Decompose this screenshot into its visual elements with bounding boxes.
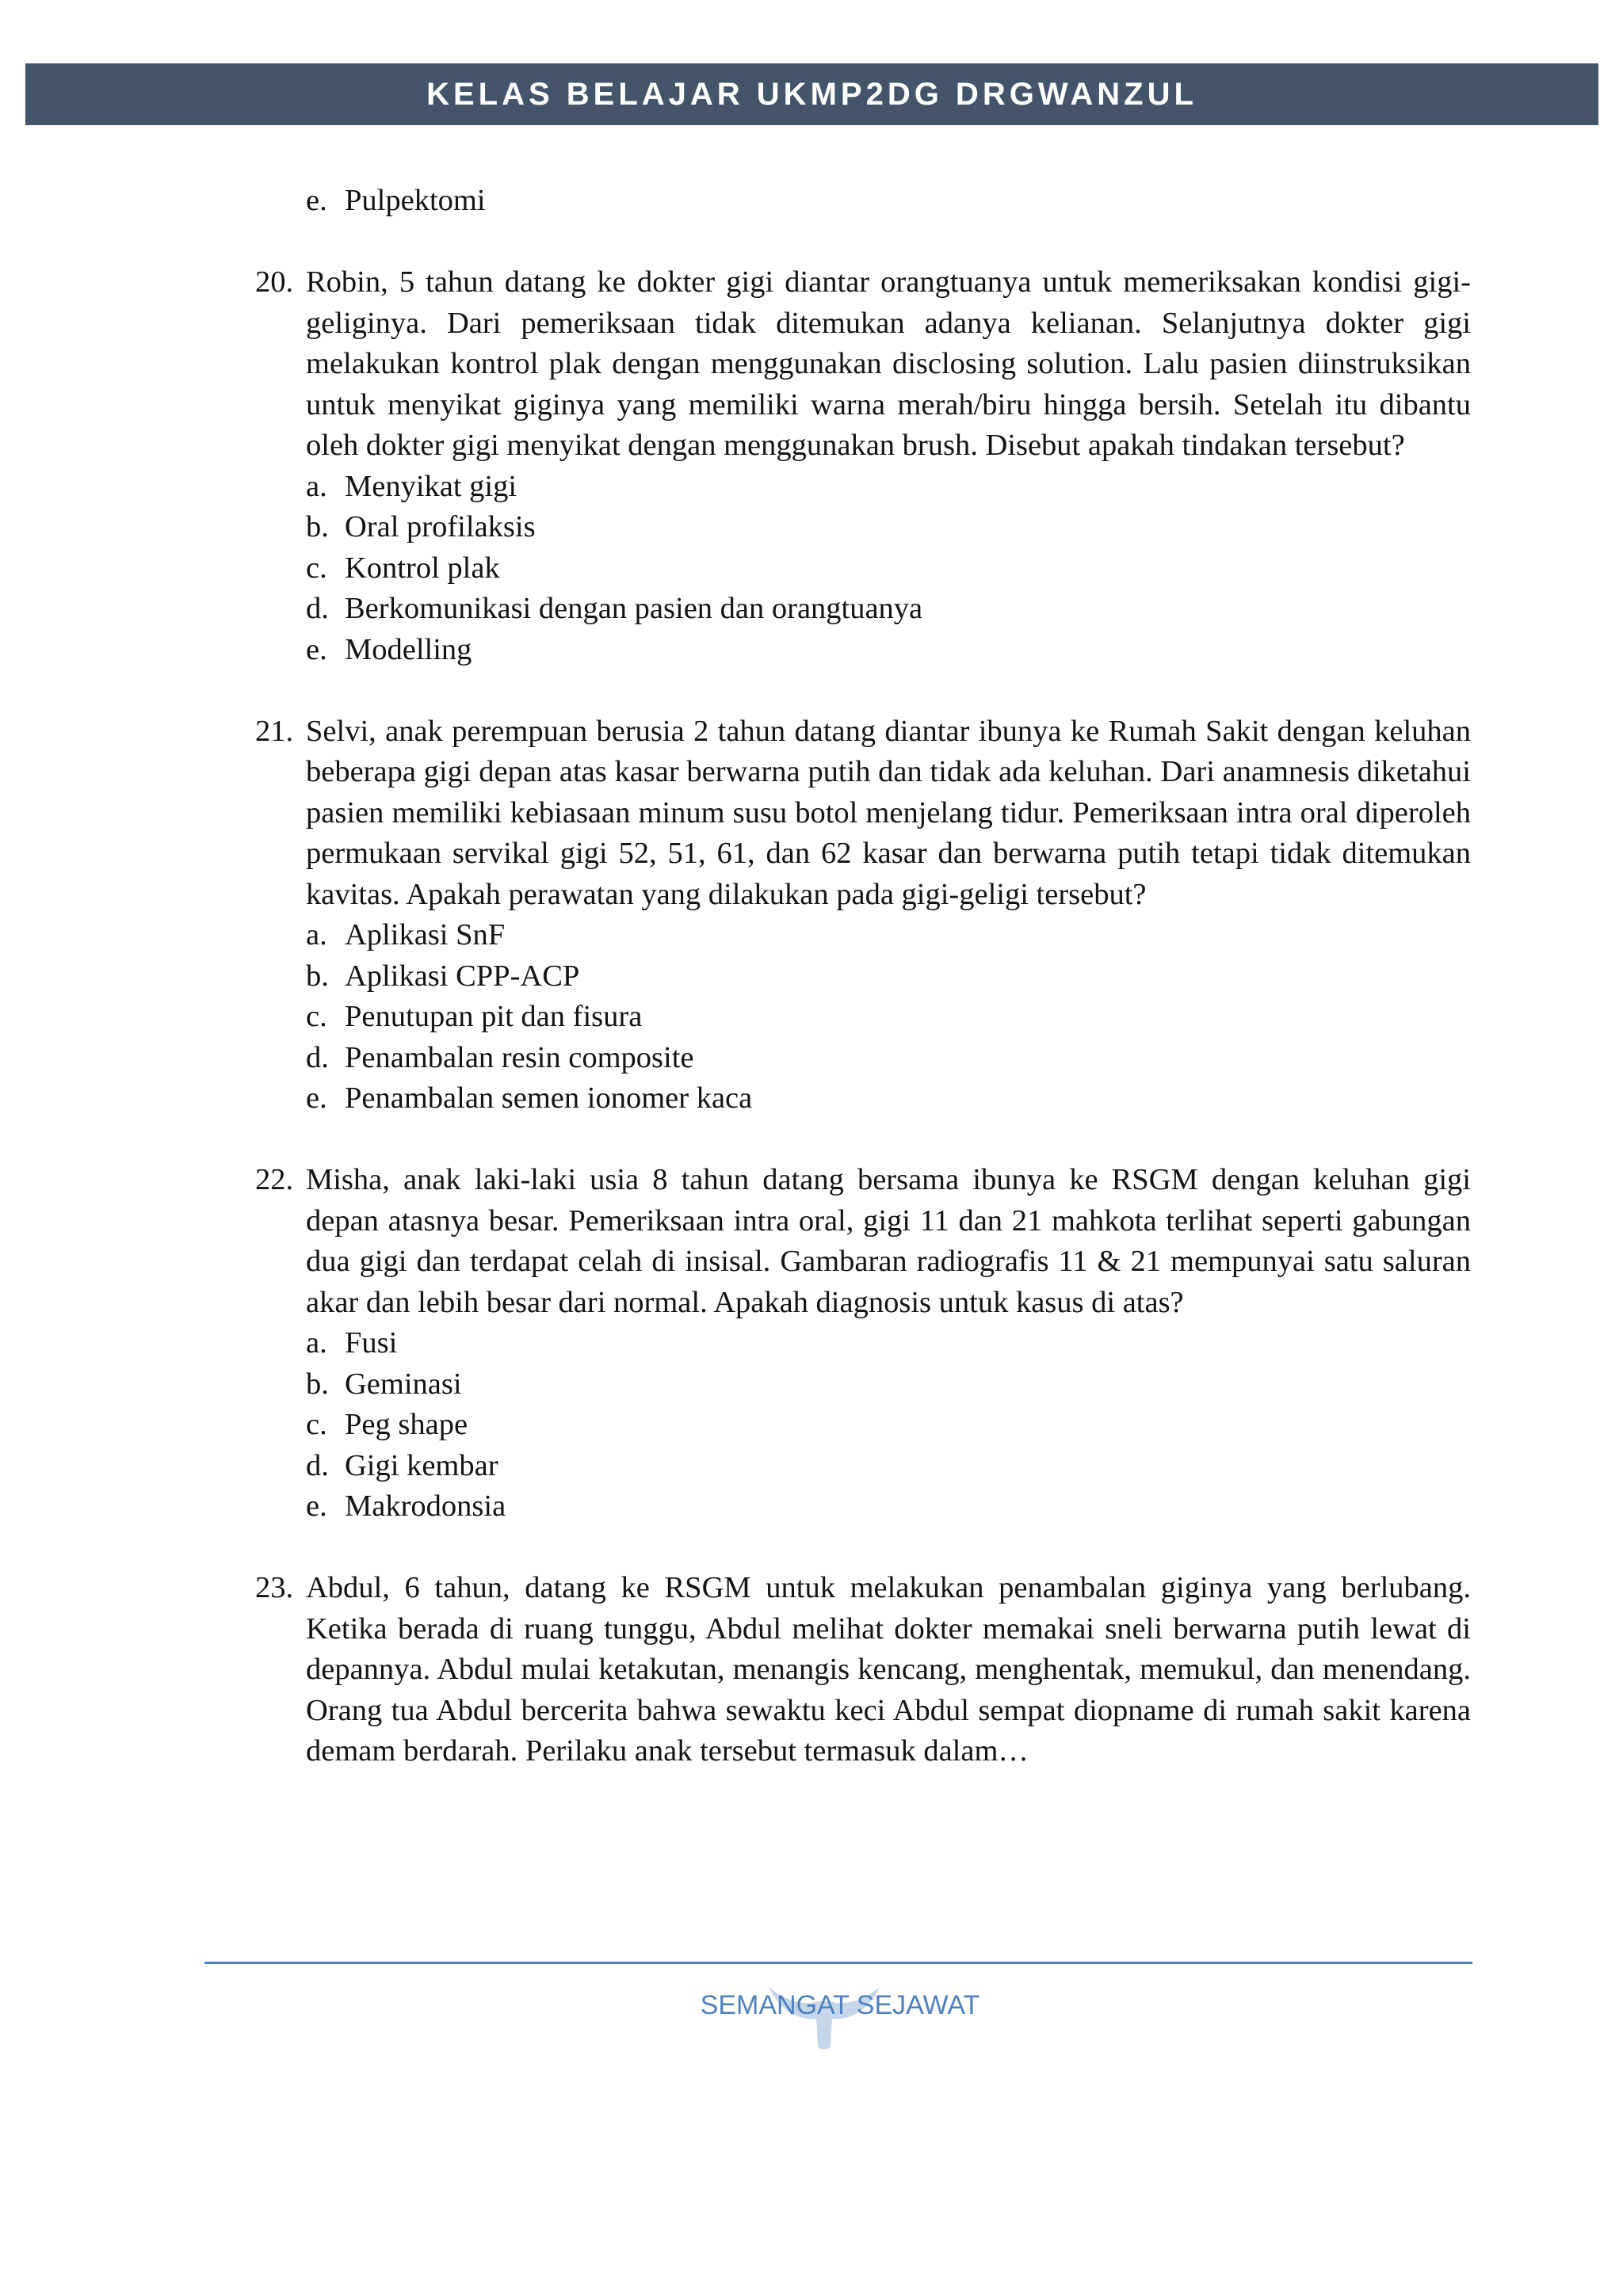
option-text: Penutupan pit dan fisura [345, 1000, 643, 1033]
option-letter: d. [306, 1040, 329, 1074]
option-letter: a. [306, 918, 327, 952]
question-content [255, 181, 1471, 1772]
option-letter: e. [306, 632, 327, 666]
footer-text: SEMANGAT SEJAWAT [700, 1990, 980, 2020]
option-d [306, 589, 1471, 630]
carryover-option [255, 181, 1471, 222]
option-c [306, 997, 1471, 1038]
option-letter: d. [306, 1448, 329, 1482]
page-title: KELAS BELAJAR UKMP2DG DRGWANZUL [426, 76, 1197, 112]
option-text: Gigi kembar [345, 1448, 498, 1482]
option-text: Kontrol plak [345, 551, 500, 585]
option-b [306, 507, 1471, 548]
option-text: Pulpektomi [345, 184, 486, 217]
question-number: 22. [255, 1163, 294, 1196]
option-letter: e. [306, 184, 327, 217]
option-text: Peg shape [345, 1408, 468, 1441]
question-number: 21. [255, 714, 294, 748]
option-d [306, 1446, 1471, 1487]
option-letter: c. [306, 551, 327, 585]
option-e [306, 1486, 1471, 1527]
question-23 [255, 1568, 1471, 1772]
option-text: Makrodonsia [345, 1489, 506, 1523]
option-a [306, 1323, 1471, 1364]
option-letter: b. [306, 510, 329, 543]
option-e [306, 1078, 1471, 1119]
option-text: Aplikasi CPP-ACP [345, 959, 580, 993]
header-bar [25, 63, 1598, 125]
option-text: Berkomunikasi dengan pasien dan orangtuanya [345, 592, 923, 625]
option-text: Aplikasi SnF [345, 918, 506, 952]
option-b [306, 1364, 1471, 1405]
option-e [306, 630, 1471, 671]
option-c [306, 548, 1471, 589]
option-b [306, 956, 1471, 997]
option-text: Penambalan semen ionomer kaca [345, 1081, 753, 1115]
option-letter: a. [306, 1326, 327, 1360]
option-letter: d. [306, 592, 329, 625]
option-text: Fusi [345, 1326, 398, 1360]
question-20 [255, 262, 1471, 670]
option-letter: e. [306, 1489, 327, 1523]
option-d [306, 1038, 1471, 1079]
footer-divider [204, 1962, 1472, 1964]
question-text: Robin, 5 tahun datang ke dokter gigi diantar orangtuanya untuk memeriksakan kondisi gigi-geliginya. Dari pemeriksaan tidak ditemukan adanya kelianan. Selanjutnya dokter gigi melakukan kontrol plak dengan menggunakan disclosing solution. Lalu pasien diinstruksikan untuk menyikat giginya yang memiliki warna merah/biru hingga bersih. Setelah itu dibantu oleh dokter gigi menyikat dengan menggunakan brush. Disebut apakah tindakan tersebut? [306, 265, 1471, 462]
option-letter: c. [306, 1408, 327, 1441]
option-text: Menyikat gigi [345, 469, 517, 503]
question-number: 23. [255, 1571, 294, 1604]
option-text: Geminasi [345, 1367, 462, 1401]
question-text: Selvi, anak perempuan berusia 2 tahun datang diantar ibunya ke Rumah Sakit dengan keluhan beberapa gigi depan atas kasar berwarna putih dan tidak ada keluhan. Dari anamnesis diketahui pasien memiliki kebiasaan minum susu botol menjelang tidur. Pemeriksaan intra oral diperoleh permukaan servikal gigi 52, 51, 61, dan 62 kasar dan berwarna putih tetapi tidak ditemukan kavitas. Apakah perawatan yang dilakukan pada gigi-geligi tersebut? [306, 714, 1471, 911]
option-letter: e. [306, 1081, 327, 1115]
option-text: Modelling [345, 632, 472, 666]
question-text: Misha, anak laki-laki usia 8 tahun datang bersama ibunya ke RSGM dengan keluhan gigi depan atasnya besar. Pemeriksaan intra oral, gigi 11 dan 21 mahkota terlihat seperti gabungan dua gigi dan terdapat celah di insisal. Gambaran radiografis 11 & 21 mempunyai satu saluran akar dan lebih besar dari normal. Apakah diagnosis untuk kasus di atas? [306, 1163, 1471, 1319]
option-letter: c. [306, 1000, 327, 1033]
question-number: 20. [255, 265, 294, 299]
option-text: Penambalan resin composite [345, 1040, 694, 1074]
question-21 [255, 711, 1471, 1119]
option-a [306, 467, 1471, 508]
question-22 [255, 1160, 1471, 1527]
option-c [306, 1405, 1471, 1446]
question-text: Abdul, 6 tahun, datang ke RSGM untuk melakukan penambalan giginya yang berlubang. Ketika berada di ruang tunggu, Abdul melihat dokter memakai sneli berwarna putih lewat di depannya. Abdul mulai ketakutan, menangis kencang, menghentak, memukul, dan menendang. Orang tua Abdul bercerita bahwa sewaktu keci Abdul sempat diopname di rumah sakit karena demam berdarah. Perilaku anak tersebut termasuk dalam… [306, 1571, 1471, 1768]
option-letter: b. [306, 1367, 329, 1401]
option-a [306, 915, 1471, 956]
option-letter: b. [306, 959, 329, 993]
option-letter: a. [306, 469, 327, 503]
option-text: Oral profilaksis [345, 510, 536, 543]
